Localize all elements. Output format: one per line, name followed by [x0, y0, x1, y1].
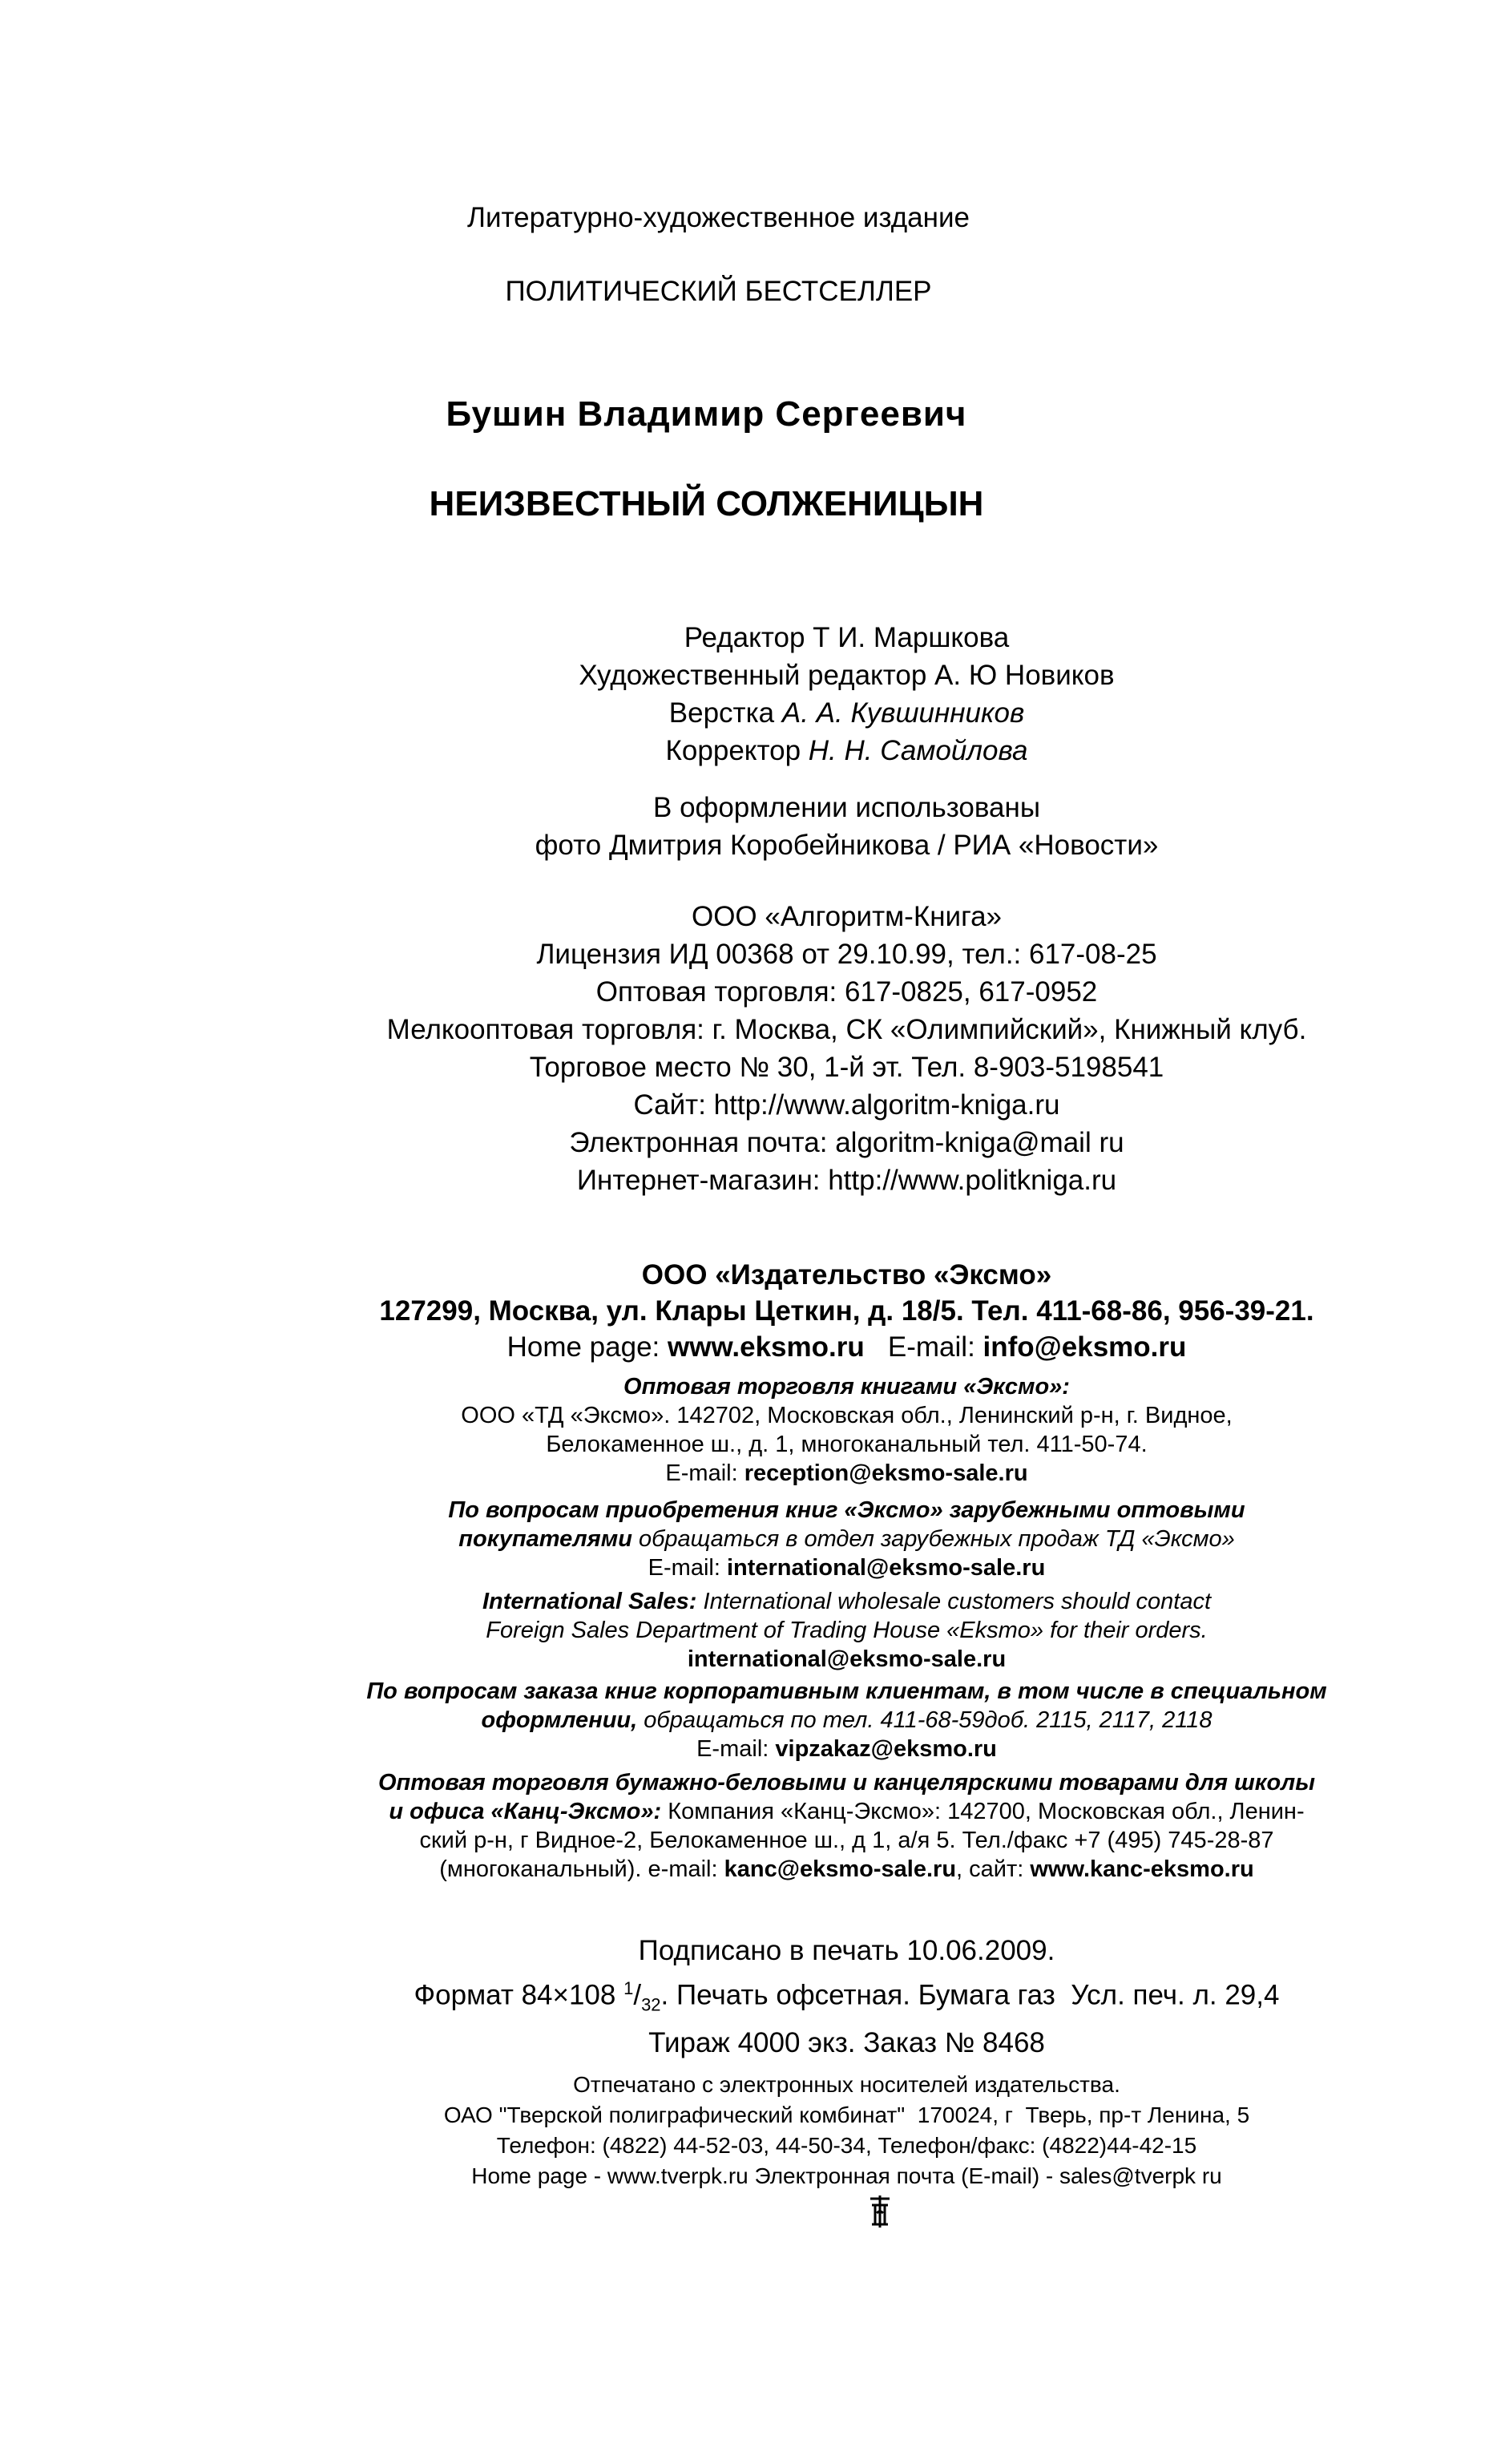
layout-name: А. А. Кувшинников	[781, 697, 1025, 729]
eksmo-contacts	[96, 1329, 1501, 1365]
international-block	[96, 1587, 1501, 1674]
algorithm-wholesale: Оптовая торговля: 617-0825, 617-0952	[595, 976, 1098, 1008]
intl-tail: International wholesale customers should contact	[696, 1589, 1212, 1614]
kanc-email-label: (многоканальный). e-mail:	[439, 1856, 724, 1882]
format-rest: . Печать офсетная. Бумага газ Усл. печ. л. 29,4	[660, 1979, 1280, 2011]
author-block	[0, 394, 1501, 434]
corp-line-2	[96, 1706, 1501, 1735]
algorithm-site: Сайт: http://www.algoritm-kniga.ru	[633, 1089, 1060, 1121]
corporate-block	[96, 1677, 1501, 1763]
wholesale-email: reception@eksmo-sale.ru	[744, 1460, 1028, 1486]
kanc-heading-1: Оптовая торговля бумажно-беловыми и канцелярскими товарами для школы	[377, 1770, 1315, 1795]
intl-line-2: Foreign Sales Department of Trading House «Eksmo» for their orders.	[486, 1618, 1208, 1643]
wholesale-heading: Оптовая торговля книгами «Эксмо»:	[623, 1374, 1070, 1400]
edition-block	[0, 199, 1501, 236]
printer-line-4: Home page - www.tverpk.ru Электронная почта (E-mail) - sales@tverpk ru	[471, 2163, 1222, 2188]
foreign-heading-1: По вопросам приобретения книг «Эксмо» зарубежными оптовыми	[448, 1497, 1245, 1523]
eksmo-block	[96, 1257, 1501, 1365]
kanc-block	[96, 1768, 1501, 1884]
kanc-heading-2: и офиса «Канц-Эксмо»:	[389, 1799, 662, 1824]
format-slash: /	[633, 1979, 642, 2011]
editor-line: Редактор Т И. Маршкова	[684, 622, 1010, 653]
book-title-block	[0, 484, 1501, 524]
foreign-email-line	[96, 1553, 1501, 1582]
kanc-site-label: , сайт:	[956, 1856, 1031, 1882]
layout-label: Верстка	[668, 697, 782, 729]
wholesale-line-2: Белокаменное ш., д. 1, многоканальный тел. 411-50-74.	[546, 1432, 1148, 1457]
algorithm-place: Торговое место № 30, 1-й эт. Тел. 8-903-5198541	[529, 1052, 1164, 1083]
run-line: Тираж 4000 экз. Заказ № 8468	[648, 2026, 1045, 2058]
foreign-tail: обращаться в отдел зарубежных продаж ТД «Эксмо»	[631, 1526, 1235, 1552]
intl-heading: International Sales:	[482, 1589, 697, 1614]
printer-block	[96, 2070, 1501, 2191]
corp-email: vipzakaz@eksmo.ru	[775, 1736, 997, 1762]
design-block	[96, 789, 1501, 864]
proof-name: Н. Н. Самойлова	[808, 735, 1028, 766]
corp-email-label: E-mail:	[696, 1736, 776, 1762]
algorithm-email: Электронная почта: algoritm-kniga@mail ru	[569, 1127, 1124, 1158]
foreign-heading-2: покупателями	[458, 1526, 632, 1552]
series-block	[0, 273, 1501, 310]
art-editor-line: Художественный редактор А. Ю Новиков	[579, 660, 1115, 691]
proof-label: Корректор	[665, 735, 809, 766]
eksmo-address: 127299, Москва, ул. Клары Цеткин, д. 18/5. Тел. 411-68-86, 956-39-21.	[379, 1295, 1314, 1327]
foreign-email-label: E-mail:	[648, 1555, 727, 1581]
corp-email-line	[96, 1735, 1501, 1763]
signed-line: Подписано в печать 10.06.2009.	[638, 1935, 1055, 1966]
format-numerator: 1	[623, 1978, 634, 1998]
kanc-line-3: ский р-н, г Видное-2, Белокаменное ш., д 1, а/я 5. Тел./факс +7 (495) 745-28-87	[419, 1828, 1274, 1853]
algorithm-shop: Интернет-магазин: http://www.politkniga.ru	[576, 1165, 1117, 1196]
foreign-block	[96, 1496, 1501, 1582]
algorithm-small-wholesale: Мелкооптовая торговля: г. Москва, СК «Олимпийский», Книжный клуб.	[386, 1014, 1307, 1045]
printer-line-3: Телефон: (4822) 44-52-03, 44-50-34, Телефон/факс: (4822)44-42-15	[496, 2133, 1197, 2158]
corp-heading-2: оформлении,	[481, 1707, 638, 1733]
intl-line-1	[96, 1587, 1501, 1616]
author-name: Бушин Владимир Сергеевич	[446, 394, 967, 434]
kanc-tail: Компания «Канц-Эксмо»: 142700, Московская обл., Ленин-	[661, 1799, 1305, 1824]
wholesale-email-label: E-mail:	[665, 1460, 744, 1486]
kanc-email: kanc@eksmo-sale.ru	[724, 1856, 957, 1882]
home-url: www.eksmo.ru	[668, 1331, 865, 1363]
foreign-line-2	[96, 1525, 1501, 1553]
email-label: E-mail:	[864, 1331, 983, 1363]
kanc-site: www.kanc-eksmo.ru	[1030, 1856, 1254, 1882]
design-line-1: В оформлении использованы	[653, 792, 1040, 823]
kanc-line-4	[96, 1855, 1501, 1884]
book-title: НЕИЗВЕСТНЫЙ СОЛЖЕНИЦЫН	[429, 484, 984, 523]
proof-line	[96, 732, 1501, 769]
intl-email: international@eksmo-sale.ru	[687, 1646, 1007, 1672]
print-block	[96, 1932, 1501, 2062]
series-name: ПОЛИТИЧЕСКИЙ БЕСТСЕЛЛЕР	[505, 276, 932, 307]
corp-tail: обращаться по тел. 411-68-59доб. 2115, 2117, 2118	[637, 1707, 1213, 1733]
home-label: Home page:	[506, 1331, 668, 1363]
eksmo-name: ООО «Издательство «Эксмо»	[641, 1259, 1052, 1291]
layout-line	[96, 694, 1501, 732]
algorithm-license: Лицензия ИД 00368 от 29.10.99, тел.: 617-08-25	[536, 939, 1157, 970]
algorithm-name: ООО «Алгоритм-Книга»	[691, 901, 1003, 932]
printer-monogram-icon	[864, 2192, 896, 2231]
design-line-2: фото Дмитрия Коробейникова / РИА «Новости»	[535, 830, 1159, 861]
edition-type: Литературно-художественное издание	[466, 202, 970, 233]
format-label: Формат 84×108	[414, 1979, 624, 2011]
credits-block	[96, 619, 1501, 769]
printer-line-2: ОАО "Тверской полиграфический комбинат" 170024, г Тверь, пр-т Ленина, 5	[443, 2102, 1250, 2127]
algorithm-block	[96, 898, 1501, 1199]
foreign-email: international@eksmo-sale.ru	[726, 1555, 1046, 1581]
format-denominator: 32	[641, 1994, 661, 2015]
corp-heading-1: По вопросам заказа книг корпоративным клиентам, в том числе в специальном	[366, 1678, 1327, 1704]
wholesale-email-line	[96, 1459, 1501, 1488]
printer-line-1: Отпечатано с электронных носителей издательства.	[573, 2072, 1120, 2097]
wholesale-line-1: ООО «ТД «Эксмо». 142702, Московская обл., Ленинский р-н, г. Видное,	[461, 1403, 1233, 1428]
email-address: info@eksmo.ru	[983, 1331, 1187, 1363]
wholesale-block	[96, 1372, 1501, 1488]
format-line	[96, 1969, 1501, 2024]
kanc-line-2	[96, 1797, 1501, 1826]
